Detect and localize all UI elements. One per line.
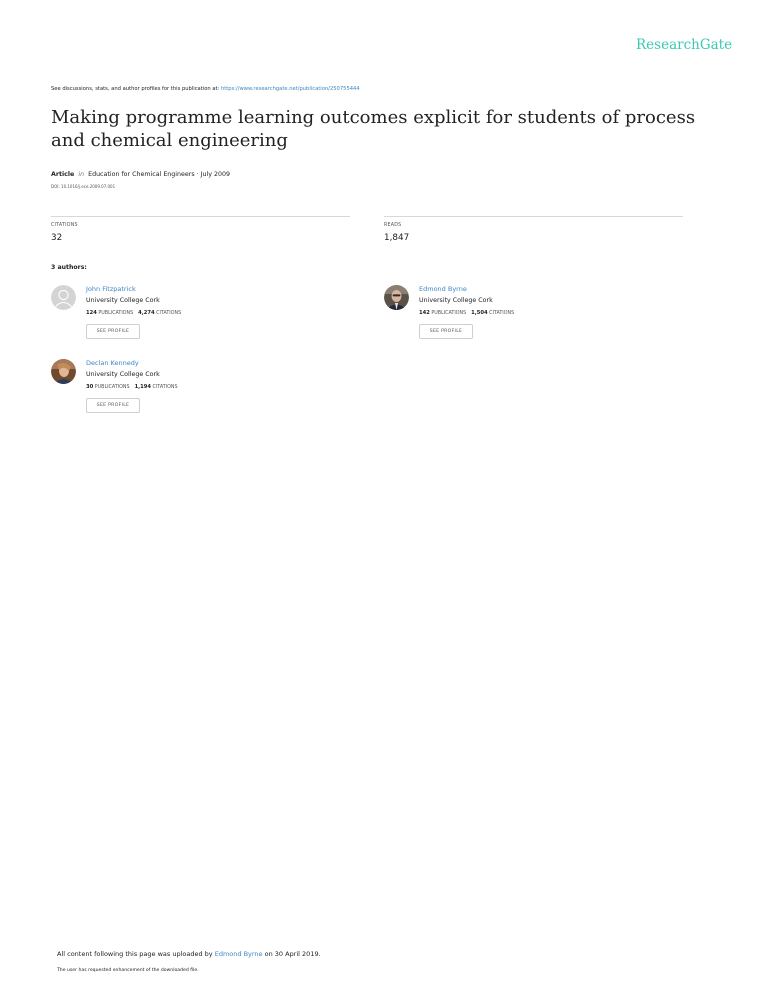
citations-count: 1,504	[471, 310, 488, 316]
author-institution: University College Cork	[419, 297, 493, 304]
reads-label: READS	[384, 223, 402, 228]
reads-divider	[384, 216, 683, 217]
author-stats	[86, 310, 181, 316]
author-card	[51, 285, 351, 347]
citations-count: 32	[51, 233, 63, 243]
citations-count: 4,274	[138, 310, 155, 316]
citations-label: CITATIONS	[51, 223, 78, 228]
author-name-link[interactable]: Declan Kennedy	[86, 359, 139, 367]
upload-notice	[57, 950, 321, 958]
paper-doi: DOI: 10.1016/j.ece.2009.07.001	[51, 184, 116, 189]
author-stats	[86, 384, 178, 390]
publications-label: PUBLICATIONS	[431, 311, 467, 316]
publication-url-link[interactable]: https://www.researchgate.net/publication/250755444	[220, 86, 360, 92]
paper-title: Making programme learning outcomes explicit for students of process and chemical engineering	[51, 107, 696, 151]
publications-label: PUBLICATIONS	[98, 311, 134, 316]
paper-date: · July 2009	[194, 171, 231, 178]
author-name-link[interactable]: John Fitzpatrick	[86, 285, 136, 293]
journal-name: Education for Chemical Engineers	[88, 171, 195, 178]
see-profile-button[interactable]: SEE PROFILE	[86, 398, 140, 413]
citations-label: CITATIONS	[152, 385, 178, 390]
upload-prefix: All content following this page was uploaded by	[57, 950, 215, 958]
discussion-prefix: See discussions, stats, and author profiles for this publication at:	[51, 86, 221, 92]
avatar[interactable]	[384, 285, 409, 310]
author-card	[384, 285, 684, 347]
researchgate-logo[interactable]: ResearchGate	[636, 37, 733, 53]
author-institution: University College Cork	[86, 297, 160, 304]
publications-count: 124	[86, 310, 97, 316]
author-name-link[interactable]: Edmond Byrne	[419, 285, 467, 293]
author-stats	[419, 310, 514, 316]
citations-label: CITATIONS	[156, 311, 182, 316]
avatar[interactable]	[51, 359, 76, 384]
citations-label: CITATIONS	[489, 311, 515, 316]
in-word: in	[78, 171, 85, 178]
paper-type: Article	[51, 171, 75, 178]
default-avatar-icon	[51, 285, 76, 310]
see-profile-button[interactable]: SEE PROFILE	[86, 324, 140, 339]
citations-count: 1,194	[134, 384, 151, 390]
uploader-link[interactable]: Edmond Byrne	[214, 950, 263, 958]
enhancement-note: The user has requested enhancement of the downloaded file.	[57, 968, 199, 973]
see-profile-button[interactable]: SEE PROFILE	[419, 324, 473, 339]
reads-count: 1,847	[384, 233, 410, 243]
author-card	[51, 359, 351, 421]
author-photo-icon	[51, 359, 76, 384]
authors-heading: 3 authors:	[51, 264, 87, 271]
publications-count: 30	[86, 384, 94, 390]
avatar[interactable]	[51, 285, 76, 310]
author-institution: University College Cork	[86, 371, 160, 378]
citations-divider	[51, 216, 350, 217]
paper-meta	[51, 171, 230, 178]
publications-label: PUBLICATIONS	[94, 385, 130, 390]
upload-suffix: on 30 April 2019.	[262, 950, 321, 958]
publications-count: 142	[419, 310, 430, 316]
discussion-line	[51, 86, 360, 92]
author-photo-icon	[384, 285, 409, 310]
